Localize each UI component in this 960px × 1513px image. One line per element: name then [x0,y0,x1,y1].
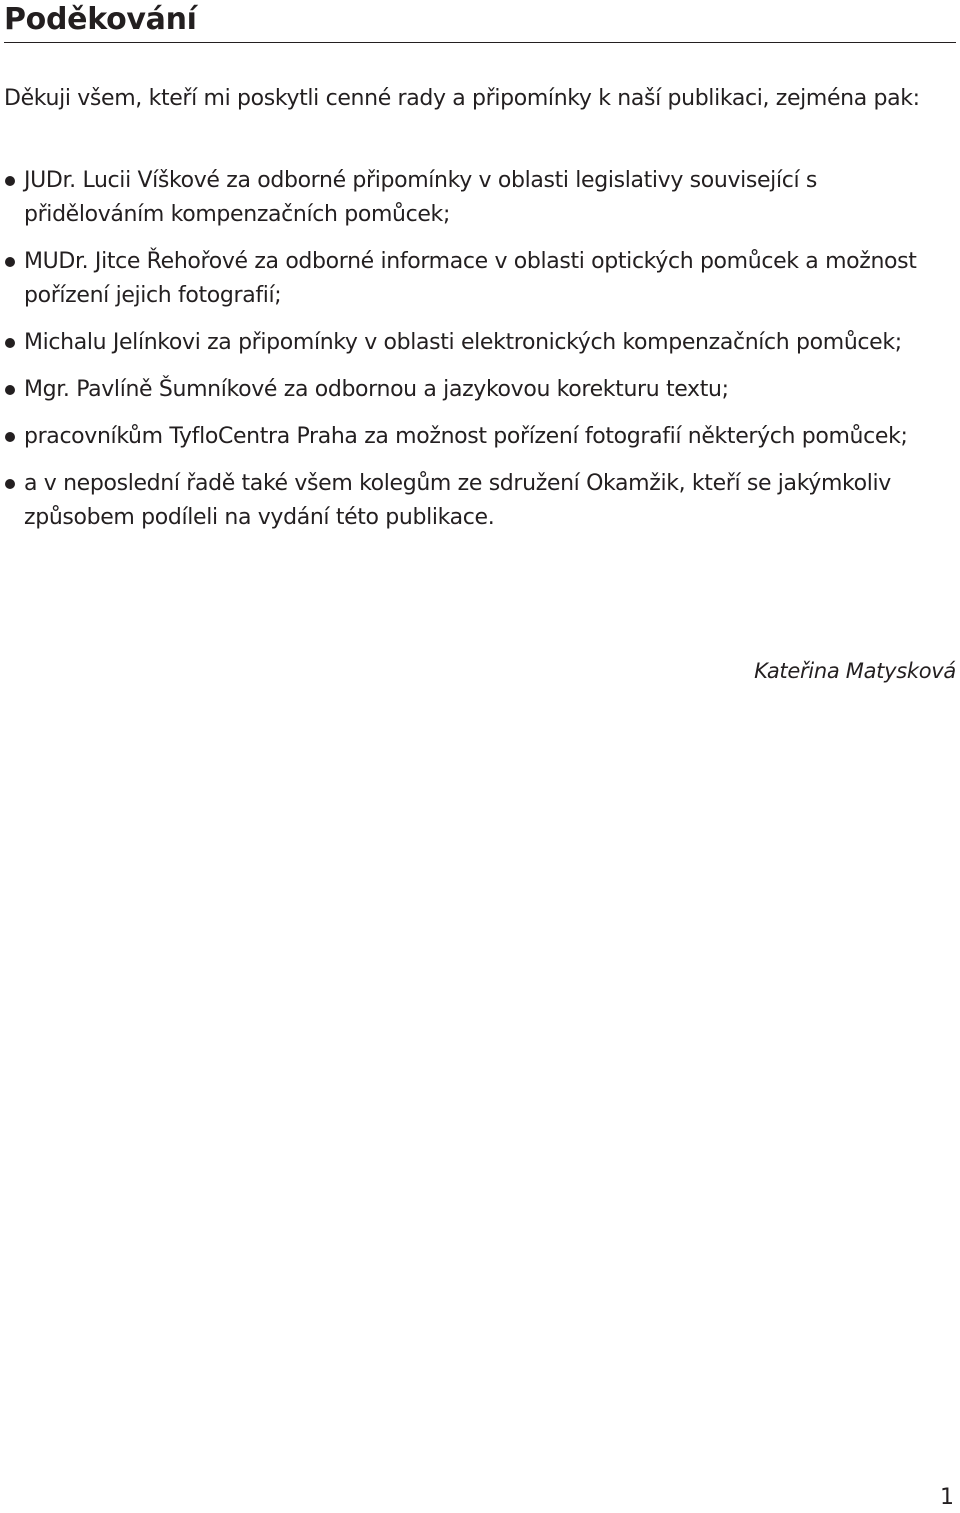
bullet-icon [5,385,15,395]
page-number: 1 [940,1485,954,1510]
title-divider [4,42,956,43]
page-title: Poděkování [4,2,197,37]
bullet-icon [5,432,15,442]
bullet-icon [5,257,15,267]
list-item [4,373,944,407]
list-item [4,245,944,313]
list-item-text: JUDr. Lucii Víškové za odborné připomínky v oblasti legislativy související s přidělováním kompenzačních pomůcek; [24,168,817,227]
list-item-text: pracovníkům TyfloCentra Praha za možnost pořízení fotografií některých pomůcek; [24,424,908,449]
bullet-icon [5,338,15,348]
list-item [4,164,944,232]
list-item-text: Michalu Jelínkovi za připomínky v oblasti elektronických kompenzačních pomůcek; [24,330,902,355]
list-item [4,467,944,535]
author-signature: Kateřina Matysková [754,659,956,683]
list-item [4,420,944,454]
list-item [4,326,944,360]
list-item-text: Mgr. Pavlíně Šumníkové za odbornou a jazykovou korekturu textu; [24,377,729,402]
bullet-icon [5,479,15,489]
acknowledgement-list [4,164,944,548]
bullet-icon [5,176,15,186]
list-item-text: a v neposlední řadě také všem kolegům ze sdružení Okamžik, kteří se jakýmkoliv způsobem podíleli na vydání této publikace. [24,471,891,530]
list-item-text: MUDr. Jitce Řehořové za odborné informace v oblasti optických pomůcek a možnost pořízení jejich fotografií; [24,249,917,308]
intro-paragraph: Děkuji všem, kteří mi poskytli cenné rady a připomínky k naší publikaci, zejména pak: [4,86,920,111]
